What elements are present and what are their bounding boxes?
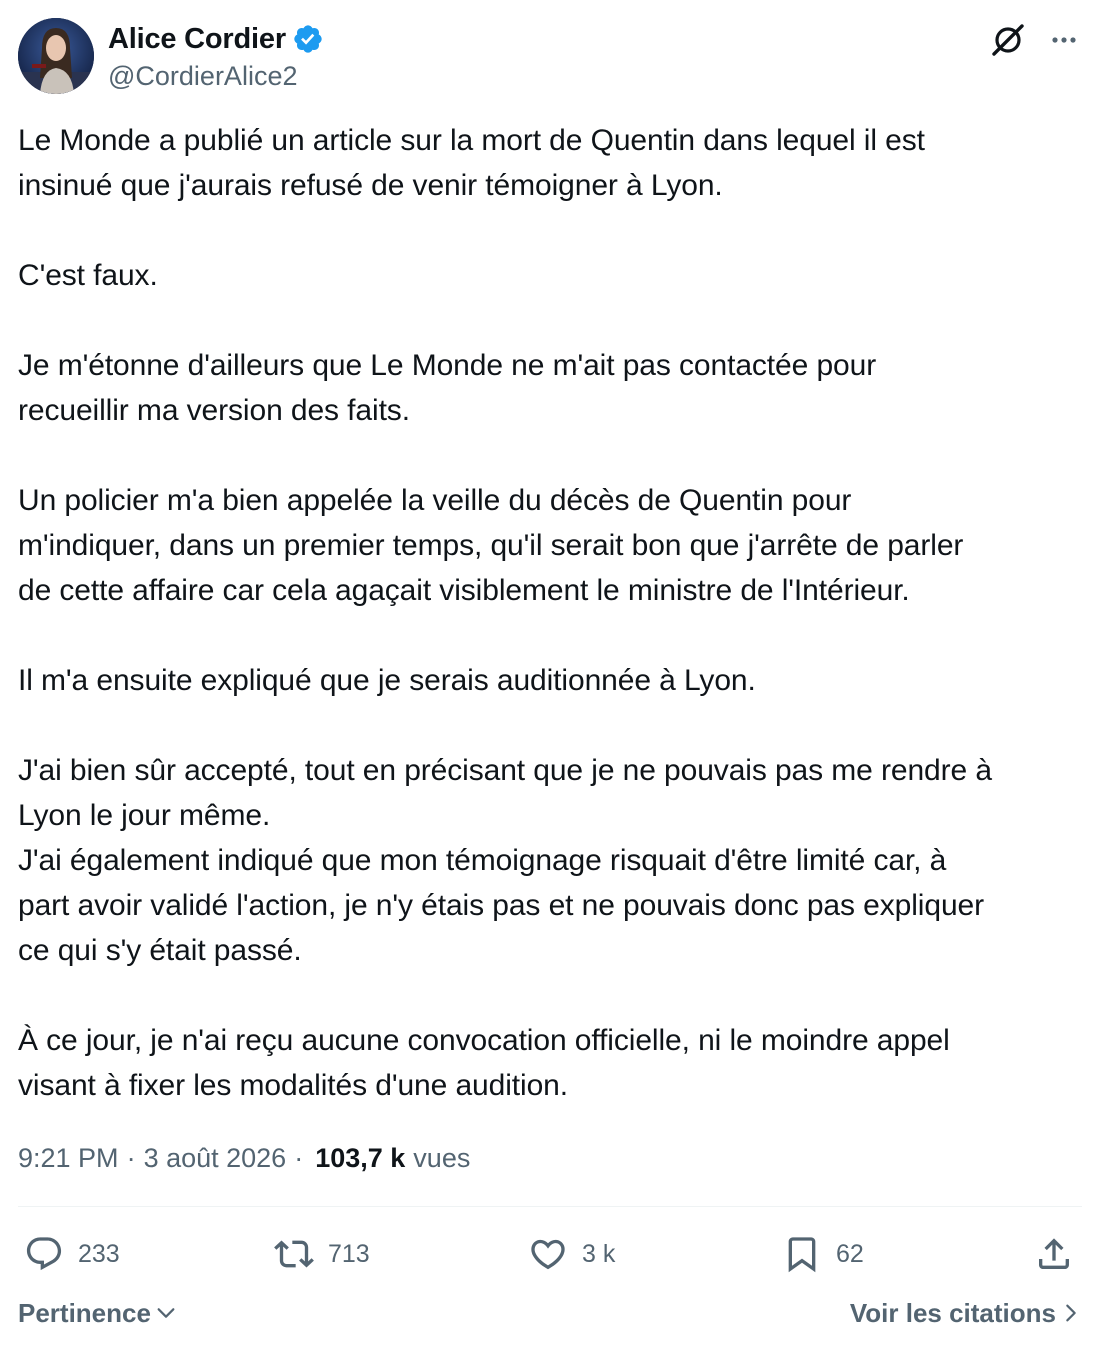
text-line: ce qui s'y était passé.: [18, 934, 302, 967]
paragraph-gap: [18, 433, 1082, 478]
action-bar: [18, 1228, 1082, 1280]
text-line: C'est faux.: [18, 259, 158, 292]
paragraph-4: [18, 478, 1082, 613]
views-count: 103,7 k: [315, 1143, 406, 1173]
meta-separator: ·: [126, 1143, 136, 1173]
handle[interactable]: @CordierAlice2: [108, 61, 298, 91]
text-line: de cette affaire car cela agaçait visiblement le ministre de l'Intérieur.: [18, 574, 910, 607]
retweet-icon: [274, 1234, 314, 1274]
bookmark-count: 62: [836, 1239, 864, 1268]
paragraph-3: [18, 343, 1082, 433]
tweet-meta: [18, 1136, 470, 1180]
chevron-right-icon: [1060, 1302, 1082, 1324]
paragraph-1: [18, 118, 1082, 208]
bookmark-icon: [782, 1234, 822, 1274]
text-line: m'indiquer, dans un premier temps, qu'il serait bon que j'arrête de parler: [18, 529, 964, 562]
verified-badge-icon[interactable]: [292, 23, 324, 55]
reply-button[interactable]: [24, 1228, 120, 1280]
more-icon[interactable]: [1046, 22, 1082, 58]
text-line: visant à fixer les modalités d'une audition.: [18, 1069, 568, 1102]
display-name[interactable]: Alice Cordier: [108, 22, 286, 55]
bookmark-button[interactable]: [782, 1228, 864, 1280]
text-line: Je m'étonne d'ailleurs que Le Monde ne m'ait pas contactée pour: [18, 349, 877, 382]
text-line: part avoir validé l'action, je n'y étais pas et ne pouvais donc pas expliquer: [18, 889, 984, 922]
retweet-count: 713: [328, 1239, 370, 1268]
like-count: 3 k: [582, 1239, 616, 1268]
like-button[interactable]: [528, 1228, 615, 1280]
header-actions: [990, 22, 1082, 58]
chevron-down-icon: [155, 1302, 177, 1324]
display-name-row: [108, 20, 324, 58]
text-line: recueillir ma version des faits.: [18, 394, 410, 427]
paragraph-gap: [18, 298, 1082, 343]
text-line: À ce jour, je n'ai reçu aucune convocation officielle, ni le moindre appel: [18, 1024, 950, 1057]
sort-dropdown[interactable]: [18, 1298, 177, 1329]
text-line: Lyon le jour même.: [18, 799, 271, 832]
paragraph-7: [18, 1018, 1082, 1108]
retweet-button[interactable]: [274, 1228, 370, 1280]
author-names: [108, 20, 324, 94]
text-line: Un policier m'a bien appelée la veille du décès de Quentin pour: [18, 484, 852, 517]
tweet-footer: [18, 1290, 1082, 1336]
paragraph-2: [18, 253, 1082, 298]
quotes-label: Voir les citations: [849, 1297, 1056, 1328]
paragraph-5: [18, 658, 1082, 703]
sort-label: Pertinence: [18, 1297, 151, 1328]
heart-icon: [528, 1234, 568, 1274]
post-time[interactable]: 9:21 PM: [18, 1143, 119, 1173]
text-line: Le Monde a publié un article sur la mort de Quentin dans lequel il est: [18, 124, 925, 157]
tweet-text: [18, 118, 1082, 1108]
paragraph-6: [18, 748, 1082, 973]
tweet-header: [18, 18, 1082, 96]
share-button[interactable]: [1034, 1228, 1074, 1280]
share-icon: [1034, 1234, 1074, 1274]
grok-icon[interactable]: [990, 22, 1026, 58]
text-line: Il m'a ensuite expliqué que je serais auditionnée à Lyon.: [18, 664, 756, 697]
text-line: J'ai bien sûr accepté, tout en précisant que je ne pouvais pas me rendre à: [18, 754, 992, 787]
meta-separator: ·: [294, 1143, 304, 1173]
text-line: J'ai également indiqué que mon témoignage risquait d'être limité car, à: [18, 844, 947, 877]
post-date[interactable]: 3 août 2026: [143, 1143, 287, 1173]
divider: [18, 1206, 1082, 1207]
reply-icon: [24, 1234, 64, 1274]
paragraph-gap: [18, 208, 1082, 253]
text-line: insinué que j'aurais refusé de venir témoigner à Lyon.: [18, 169, 723, 202]
view-quotes-link[interactable]: [850, 1298, 1082, 1329]
avatar[interactable]: [18, 18, 94, 94]
reply-count: 233: [78, 1239, 120, 1268]
views-label: vues: [413, 1143, 471, 1173]
paragraph-gap: [18, 613, 1082, 658]
paragraph-gap: [18, 973, 1082, 1018]
paragraph-gap: [18, 703, 1082, 748]
